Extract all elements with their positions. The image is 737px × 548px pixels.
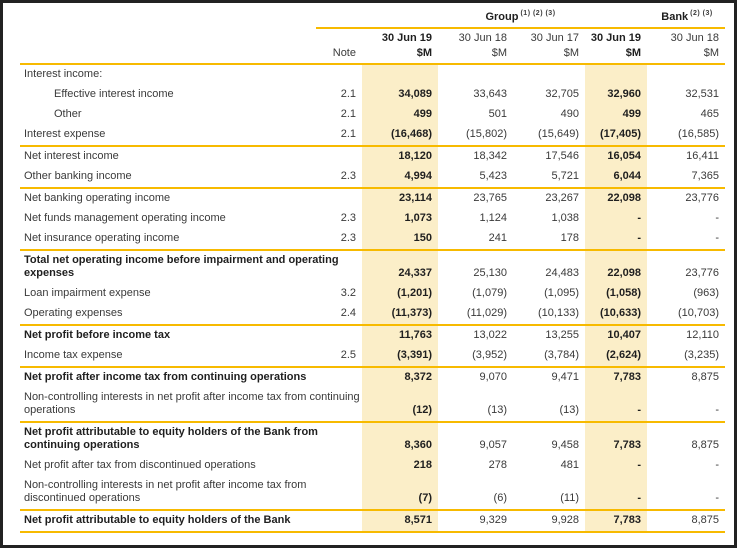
value-cell: 499 [362,105,438,125]
value-cell: 499 [585,105,647,125]
value-cell: - [647,229,725,250]
table-body [20,64,725,532]
value-cell: - [647,476,725,510]
value-cell: (12) [362,388,438,422]
value-cell: 11,763 [362,325,438,346]
row-label: Interest income: [24,68,103,80]
value-cell: 23,765 [473,192,507,204]
value-cell: 32,705 [545,88,579,100]
value-cell [585,64,647,85]
row-label: Net insurance operating income [20,229,316,250]
income-statement-table [20,9,725,533]
value-cell: (1,201) [362,284,438,304]
value-cell: 481 [560,459,579,471]
value-cell: (1,058) [585,284,647,304]
value-cell: 1,124 [479,212,507,224]
row-label: Other [54,108,82,120]
bank-footnote-superscript: (2) (3) [690,10,713,18]
value-cell [647,64,725,85]
value-cell: 13,255 [545,329,579,341]
note-reference: 2.4 [316,304,362,325]
value-cell: 17,546 [545,150,579,162]
value-cell: 4,994 [362,167,438,188]
value-cell: 6,044 [585,167,647,188]
value-cell: (17,405) [585,125,647,146]
group-bank-header-row [20,9,725,28]
value-cell: 13,022 [473,329,507,341]
table-row [20,476,725,510]
note-reference: 2.3 [316,167,362,188]
value-cell: 18,342 [473,150,507,162]
column-date-group-jun18: 30 Jun 18 [458,32,507,44]
table-row [20,510,725,532]
value-cell: 23,114 [362,188,438,209]
value-cell: 23,776 [685,192,719,204]
row-label: Net profit attributable to equity holders of the Bank [20,510,362,532]
table-row [20,388,725,422]
table-row [20,367,725,388]
value-cell: (10,633) [585,304,647,325]
value-cell: 278 [488,459,507,471]
value-cell: 7,365 [647,167,725,188]
value-cell: (2,624) [585,346,647,367]
value-cell: (11) [513,476,585,510]
bank-header [585,9,725,28]
table-row [20,229,725,250]
table-row [20,105,725,125]
value-cell: - [585,209,647,229]
value-cell: 8,571 [362,510,438,532]
value-cell: 501 [488,108,507,120]
value-cell: 24,483 [545,267,579,279]
value-cell: (7) [362,476,438,510]
table-row [20,422,725,456]
value-cell: 16,411 [686,150,719,162]
value-cell: 8,360 [362,422,438,456]
row-label: Net profit after tax from discontinued operations [24,459,256,471]
note-reference: 2.3 [316,229,362,250]
column-date-bank-jun19: 30 Jun 19 [590,32,641,44]
note-reference: 2.5 [316,346,362,367]
group-header [362,9,585,28]
value-cell: 10,407 [585,325,647,346]
column-date-group-jun19: 30 Jun 19 [381,32,432,44]
units-header-row [20,46,725,64]
row-label: Total net operating income before impairment and operating expenses [24,254,339,279]
table-row [20,346,725,367]
note-reference: 2.1 [316,125,362,146]
value-cell: (3,235) [647,346,725,367]
value-cell: (16,468) [362,125,438,146]
value-cell: 7,783 [585,510,647,532]
value-cell: 18,120 [362,146,438,167]
value-cell: (3,391) [362,346,438,367]
row-label: Loan impairment expense [24,287,151,299]
unit-label: $M [362,46,438,64]
value-cell [362,64,438,85]
value-cell: (1,095) [544,287,579,299]
value-cell: 8,875 [647,510,725,532]
row-label: Interest expense [20,125,316,146]
value-cell: 8,372 [362,367,438,388]
table-row [20,188,725,209]
value-cell: 23,267 [545,192,579,204]
value-cell: 22,098 [585,250,647,284]
value-cell: 8,875 [691,439,719,451]
header-spacer [20,28,316,46]
date-header-row [20,28,725,46]
value-cell [438,64,513,85]
value-cell: 150 [362,229,438,250]
value-cell: 8,875 [691,371,719,383]
value-cell: (13) [513,388,585,422]
row-label: Non-controlling interests in net profit after income tax from discontinued operations [20,476,362,510]
value-cell: 178 [513,229,585,250]
group-label: Group [485,11,519,23]
value-cell: 24,337 [362,250,438,284]
value-cell: - [585,456,647,476]
row-label: Net profit after income tax from continuing operations [24,371,307,383]
unit-label: $M [438,46,513,64]
bank-label: Bank [661,11,689,23]
table-row [20,284,725,304]
value-cell: - [715,459,719,471]
value-cell [513,64,585,85]
row-label: Effective interest income [54,88,174,100]
value-cell: (3,952) [438,346,513,367]
value-cell: 7,783 [585,367,647,388]
value-cell: 9,057 [479,439,507,451]
table-row [20,85,725,105]
note-reference: 2.1 [340,88,356,100]
row-label: Non-controlling interests in net profit after income tax from continuing operations [20,388,362,422]
header-spacer [20,46,316,64]
column-date-bank-jun18: 30 Jun 18 [670,32,719,44]
value-cell: (1,079) [472,287,507,299]
value-cell: - [647,388,725,422]
table-row [20,325,725,346]
value-cell: - [585,229,647,250]
value-cell: 490 [560,108,579,120]
value-cell: 5,423 [438,167,513,188]
header-spacer [316,28,362,46]
value-cell: (16,585) [647,125,725,146]
value-cell: 22,098 [585,188,647,209]
row-label: Net banking operating income [24,192,171,204]
table-row [20,209,725,229]
value-cell: 1,073 [362,209,438,229]
group-footnote-superscript: (1) (2) (3) [520,10,556,18]
table-row [20,64,725,85]
value-cell: (10,703) [647,304,725,325]
value-cell: 241 [438,229,513,250]
table-row [20,146,725,167]
note-reference: 2.1 [340,108,356,120]
value-cell: (15,649) [513,125,585,146]
value-cell: - [715,212,719,224]
value-cell: (6) [438,476,513,510]
value-cell: (3,784) [513,346,585,367]
value-cell: 12,110 [686,329,719,341]
value-cell: 9,928 [513,510,585,532]
unit-label: $M [647,46,725,64]
row-label: Net profit before income tax [24,329,171,341]
table-row [20,304,725,325]
value-cell: 1,038 [551,212,579,224]
note-reference: 2.3 [340,212,356,224]
unit-label: $M [585,46,647,64]
value-cell: 465 [700,108,719,120]
row-label: Operating expenses [20,304,316,325]
note-reference: 3.2 [340,287,356,299]
row-label: Income tax expense [20,346,316,367]
value-cell: (10,133) [513,304,585,325]
table-row [20,250,725,284]
value-cell: 33,643 [473,88,507,100]
value-cell: - [585,388,647,422]
value-cell: 9,329 [438,510,513,532]
row-label: Net funds management operating income [24,212,226,224]
value-cell: 25,130 [473,267,507,279]
value-cell: 32,531 [685,88,719,100]
value-cell: 34,089 [362,85,438,105]
value-cell: 5,721 [513,167,585,188]
column-date-group-jun17: 30 Jun 17 [530,32,579,44]
value-cell: (11,373) [362,304,438,325]
value-cell: (15,802) [438,125,513,146]
row-label: Net interest income [24,150,119,162]
value-cell: 32,960 [585,85,647,105]
table-row [20,456,725,476]
header-spacer [316,9,362,28]
value-cell: 218 [362,456,438,476]
value-cell: 9,070 [479,371,507,383]
table-row [20,167,725,188]
value-cell: 9,458 [551,439,579,451]
unit-label: $M [513,46,585,64]
value-cell: (13) [438,388,513,422]
value-cell: 23,776 [685,267,719,279]
row-label: Net profit attributable to equity holders of the Bank from continuing operations [24,426,318,451]
table-row [20,125,725,146]
value-cell: - [585,476,647,510]
value-cell: 9,471 [551,371,579,383]
row-label: Other banking income [20,167,316,188]
note-column-header: Note [316,46,362,64]
value-cell: (11,029) [438,304,513,325]
value-cell: 7,783 [585,422,647,456]
header-spacer [20,9,316,28]
value-cell: (963) [693,287,719,299]
value-cell: 16,054 [585,146,647,167]
